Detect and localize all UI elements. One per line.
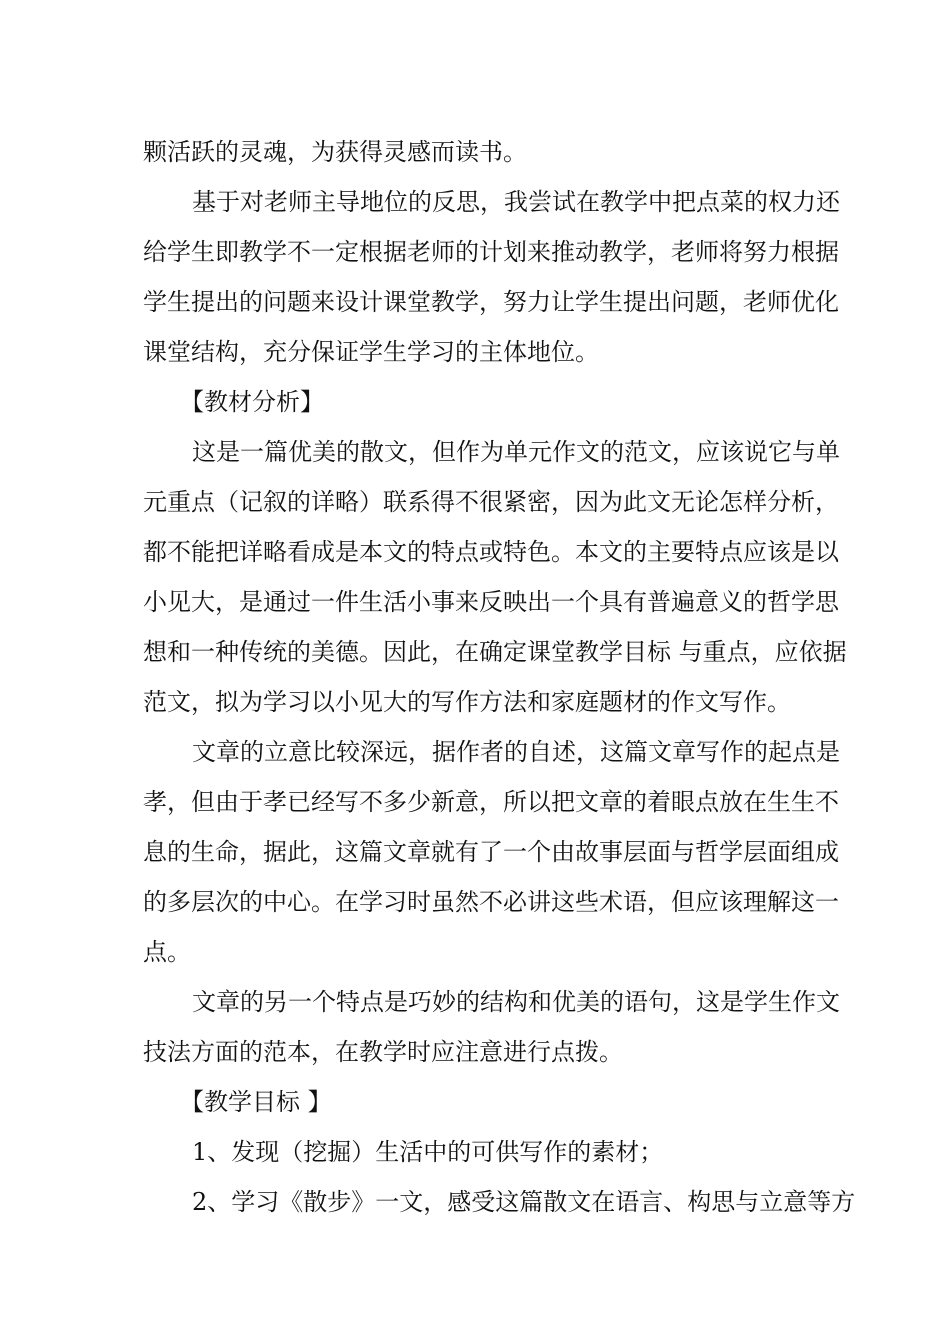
section-heading-teaching-goals: 【教学目标 】	[180, 1088, 332, 1116]
text-line: 点。	[143, 938, 191, 966]
list-item: 2、学习《散步》一文，感受这篇散文在语言、构思与立意等方	[192, 1188, 856, 1216]
text-line: 技法方面的范本，在教学时应注意进行点拨。	[143, 1038, 623, 1066]
text-line: 基于对老师主导地位的反思，我尝试在教学中把点菜的权力还	[192, 188, 840, 216]
text-line: 范文，拟为学习以小见大的写作方法和家庭题材的作文写作。	[143, 688, 791, 716]
list-item: 1、发现（挖掘）生活中的可供写作的素材；	[192, 1138, 664, 1166]
text-line: 息的生命，据此，这篇文章就有了一个由故事层面与哲学层面组成	[143, 838, 839, 866]
text-line: 小见大，是通过一件生活小事来反映出一个具有普遍意义的哲学思	[143, 588, 839, 616]
text-line: 的多层次的中心。在学习时虽然不必讲这些术语，但应该理解这一	[143, 888, 839, 916]
text-line: 学生提出的问题来设计课堂教学，努力让学生提出问题，老师优化	[143, 288, 839, 316]
text-line: 都不能把详略看成是本文的特点或特色。本文的主要特点应该是以	[143, 538, 839, 566]
section-heading-textbook-analysis: 【教材分析】	[180, 388, 324, 416]
text-line: 这是一篇优美的散文，但作为单元作文的范文，应该说它与单	[192, 438, 840, 466]
text-line: 元重点（记叙的详略）联系得不很紧密，因为此文无论怎样分析，	[143, 488, 839, 516]
text-line: 课堂结构，充分保证学生学习的主体地位。	[143, 338, 599, 366]
text-line: 文章的立意比较深远，据作者的自述，这篇文章写作的起点是	[192, 738, 840, 766]
text-line: 想和一种传统的美德。因此，在确定课堂教学目标 与重点，应依据	[143, 638, 847, 666]
text-line: 文章的另一个特点是巧妙的结构和优美的语句，这是学生作文	[192, 988, 840, 1016]
text-line: 给学生即教学不一定根据老师的计划来推动教学，老师将努力根据	[143, 238, 839, 266]
text-line: 孝，但由于孝已经写不多少新意，所以把文章的着眼点放在生生不	[143, 788, 839, 816]
text-line: 颗活跃的灵魂，为获得灵感而读书。	[143, 138, 527, 166]
